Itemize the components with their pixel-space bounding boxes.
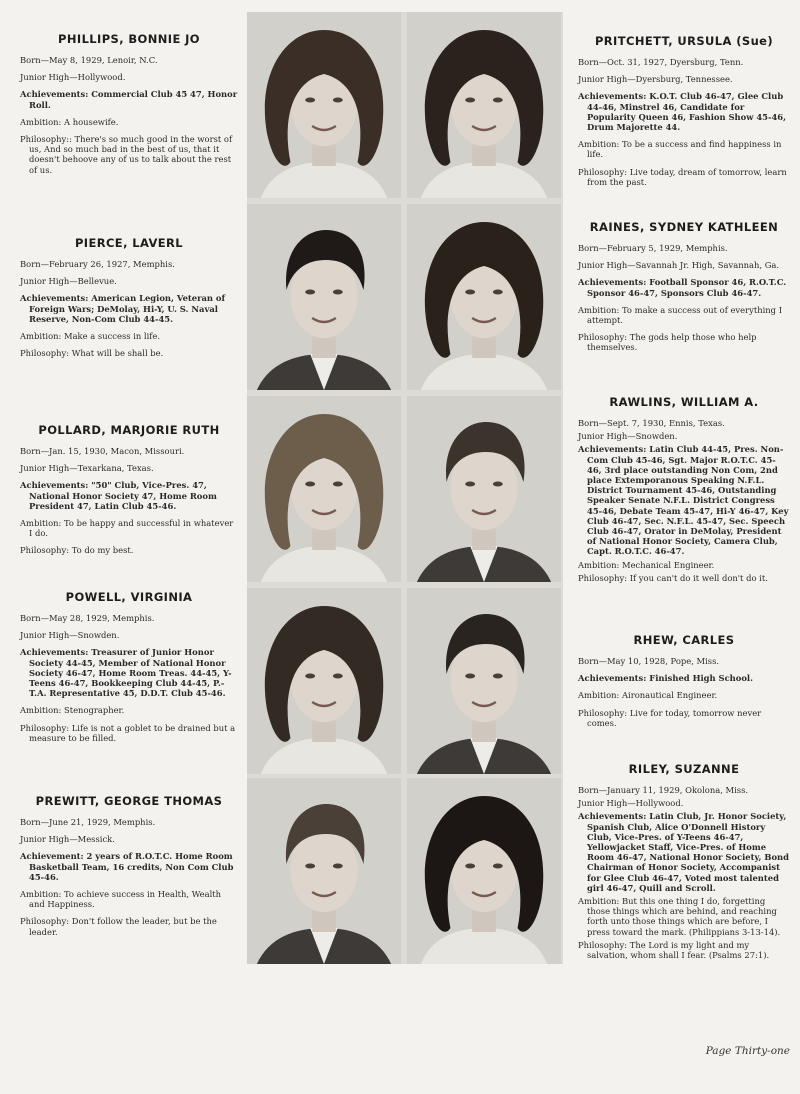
- entry-pollard: [20, 423, 238, 563]
- junior-high: Junior High—Hollywood.: [578, 798, 684, 809]
- student-name: PRITCHETT, URSULA (Sue): [594, 34, 774, 48]
- philosophy: Philosophy: Live for today, tomorrow never comes.: [578, 707, 762, 728]
- ambition: Ambition: To achieve success in Health, Wealth and Happiness.: [20, 889, 222, 910]
- entry-pierce: [20, 236, 238, 365]
- achievements: Achievements: K.O.T. Club 46-47, Glee Club 44-46, Minstrel 46, Candidate for Popularity Queen 46, Fashion Show 45-46, Drum Majorette 44.: [578, 91, 787, 133]
- entry-powell: [20, 590, 238, 750]
- born: Born—February 26, 1927, Memphis.: [20, 259, 175, 269]
- philosophy: Philosophy: Life is not a goblet to be drained but a measure to be filled.: [20, 722, 236, 743]
- portrait-photo: [407, 778, 561, 964]
- junior-high: Junior High—Snowden.: [578, 431, 678, 442]
- portrait-riley: [407, 778, 561, 964]
- born: Born—May 10, 1928, Pope, Miss.: [578, 656, 720, 666]
- portrait-phillips: [247, 12, 401, 198]
- achievements: Achievements: American Legion, Veteran of Foreign Wars; DeMolay, Hi-Y, U. S. Naval Reserve, Non-Com Club 44-45.: [20, 293, 226, 324]
- junior-high: Junior High—Savannah Jr. High, Savannah, Ga.: [578, 260, 780, 271]
- born: Born—Sept. 7, 1930, Ennis, Texas.: [578, 418, 725, 428]
- portrait-photo: [407, 204, 561, 390]
- achievements: Achievements: Commercial Club 45 47, Honor Roll.: [20, 89, 238, 110]
- portrait-rawlins: [407, 396, 561, 582]
- portrait-pollard: [247, 396, 401, 582]
- student-name: RAINES, SYDNEY KATHLEEN: [589, 220, 779, 234]
- philosophy: Philosophy: To do my best.: [20, 545, 134, 556]
- achievements: Achievements: Latin Club 44-45, Pres. Non-Com Club 45-46, Sgt. Major R.O.T.C. 45-46, 3rd place outstanding Non Com, 2nd place Extemporanous Speaking N.F.L. District Tournament 45-46, Outstanding Speaker Senate N.F.L. District Congress 45-46, Debate Team 45-47, Hi-Y 46-47, Key Club 46-47, Sec. N.F.L. 45-47, Sec. Speech Club 46-47, Orator in DeMolay, President of National Honor Society, Camera Club, Capt. R.O.T.C. 46-47.: [578, 444, 789, 557]
- philosophy: Philosophy:: There's so much good in the worst of us, And so much bad in the best of us, that it doesn't behoove any of us to talk about the rest of us.: [20, 134, 233, 175]
- achievements: Achievements: Finished High School.: [578, 673, 754, 684]
- entry-riley: [578, 762, 790, 967]
- entry-raines: [578, 220, 790, 360]
- junior-high: Junior High—Hollywood.: [20, 72, 126, 83]
- portrait-photo: [247, 588, 401, 774]
- junior-high: Junior High—Texarkana, Texas.: [20, 463, 154, 474]
- student-name: RILEY, SUZANNE: [628, 762, 740, 776]
- born: Born—May 8, 1929, Lenoir, N.C.: [20, 55, 158, 65]
- achievements: Achievements: "50" Club, Vice-Pres. 47, National Honor Society 47, Home Room President 47, Latin Club 45-46.: [20, 480, 217, 511]
- ambition: Ambition: Mechanical Engineer.: [578, 559, 715, 570]
- junior-high: Junior High—Messick.: [20, 834, 115, 845]
- philosophy: Philosophy: If you can't do it well don't do it.: [578, 572, 768, 583]
- born: Born—February 5, 1929, Memphis.: [578, 243, 728, 253]
- ambition: Ambition: To be a success and find happiness in life.: [578, 139, 782, 160]
- born: Born—January 11, 1929, Okolona, Miss.: [578, 785, 749, 795]
- student-name: RAWLINS, WILLIAM A.: [609, 395, 759, 409]
- born: Born—June 21, 1929, Memphis.: [20, 817, 156, 827]
- achievements: Achievements: Latin Club, Jr. Honor Society, Spanish Club, Alice O'Donnell History Club, Vice-Pres. of Y-Teens 46-47, Yellowjacket Staff, Vice-Pres. of Home Room 46-47, National Honor Society, Bond Chairman of Honor Society, Accompanist for Glee Club 46-47, Voted most talented girl 46-47, Quill and Scroll.: [578, 811, 789, 893]
- student-name: PHILLIPS, BONNIE JO: [58, 32, 200, 46]
- ambition: Ambition: A housewife.: [20, 116, 119, 127]
- achievements: Achievements: Treasurer of Junior Honor Society 44-45, Member of National Honor Society 46-47, Home Room Treas. 44-45, Y-Teens 46-47, Bookkeeping Club 44-45, P.-T.A. Representative 45, D.D.T. Club 45-46.: [20, 647, 232, 699]
- portrait-photo: [247, 396, 401, 582]
- student-name: RHEW, CARLES: [633, 633, 735, 647]
- philosophy: Philosophy: Don't follow the leader, but be the leader.: [20, 916, 217, 937]
- philosophy: Philosophy: The Lord is my light and my salvation, whom shall I fear. (Psalms 27:1).: [578, 939, 770, 961]
- entry-phillips: [20, 32, 238, 182]
- entry-prewitt: [20, 794, 238, 944]
- student-name: POWELL, VIRGINIA: [65, 590, 193, 604]
- achievements: Achievements: Football Sponsor 46, R.O.T.C. Sponsor 46-47, Sponsors Club 46-47.: [578, 277, 787, 298]
- portrait-photo: [407, 12, 561, 198]
- portrait-photo: [247, 204, 401, 390]
- ambition: Ambition: Make a success in life.: [20, 331, 161, 342]
- portrait-raines: [407, 204, 561, 390]
- student-name: PIERCE, LAVERL: [74, 236, 184, 250]
- page-number: Page Thirty-one: [705, 1045, 790, 1057]
- philosophy: Philosophy: What will be shall be.: [20, 348, 164, 359]
- portrait-photo: [407, 396, 561, 582]
- entry-rawlins: [578, 395, 790, 590]
- portrait-pierce: [247, 204, 401, 390]
- portrait-powell: [247, 588, 401, 774]
- junior-high: Junior High—Bellevue.: [20, 276, 117, 287]
- portrait-rhew: [407, 588, 561, 774]
- ambition: Ambition: To make a success out of everything I attempt.: [578, 304, 783, 326]
- born: Born—Oct. 31, 1927, Dyersburg, Tenn.: [578, 57, 744, 67]
- portrait-grid: [247, 12, 563, 964]
- portrait-photo: [247, 12, 401, 198]
- junior-high: Junior High—Dyersburg, Tennessee.: [578, 74, 733, 85]
- philosophy: Philosophy: Live today, dream of tomorrow, learn from the past.: [578, 166, 787, 187]
- portrait-photo: [407, 588, 561, 774]
- portrait-photo: [247, 778, 401, 964]
- portrait-prewitt: [247, 778, 401, 964]
- born: Born—Jan. 15, 1930, Macon, Missouri.: [20, 446, 185, 456]
- ambition: Ambition: Aironautical Engineer.: [578, 690, 718, 701]
- entry-pritchett: [578, 34, 790, 194]
- ambition: Ambition: But this one thing I do, forgetting those things which are behind, and reaching forth unto those things which are before, I press toward the mark. (Philippians 3-13-14).: [578, 896, 781, 937]
- junior-high: Junior High—Snowden.: [20, 630, 120, 641]
- student-name: PREWITT, GEORGE THOMAS: [35, 794, 223, 808]
- born: Born—May 28, 1929, Memphis.: [20, 613, 155, 623]
- entry-rhew: [578, 633, 790, 735]
- ambition: Ambition: To be happy and successful in whatever I do.: [20, 518, 234, 539]
- achievements: Achievement: 2 years of R.O.T.C. Home Room Basketball Team, 16 credits, Non Com Club 45-46.: [20, 851, 234, 882]
- portrait-pritchett: [407, 12, 561, 198]
- ambition: Ambition: Stenographer.: [20, 705, 125, 716]
- philosophy: Philosophy: The gods help those who help themselves.: [578, 332, 757, 353]
- student-name: POLLARD, MARJORIE RUTH: [38, 423, 220, 437]
